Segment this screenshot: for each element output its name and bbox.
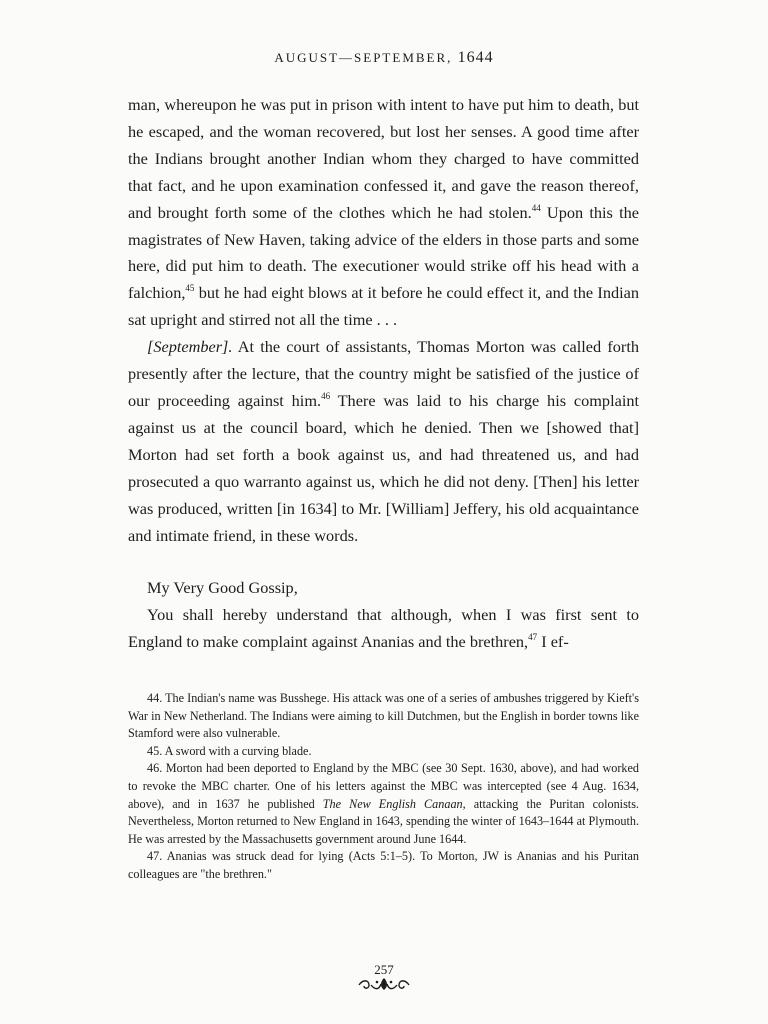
running-head xyxy=(0,49,768,67)
footnote-ref-46[interactable]: 46 xyxy=(321,390,331,401)
footnote-46 xyxy=(128,760,639,848)
letter-salutation: My Very Good Gossip, xyxy=(147,578,298,598)
text-run: but he had eight blows at it before he could effect it, and the Indian sat upright and stirred not all the time . . . xyxy=(128,283,639,330)
letter-body xyxy=(128,602,639,656)
text-run: There was laid to his charge his complaint against us at the council board, which he denied. Then we [showed that] Morton had set forth a book against us, and had threatened us, and had prosecuted a quo warranto against us, which he did not deny. [Then] his letter was produced, written [in 1634] to Mr. [William] Jeffery, his old acquaintance and intimate friend, in these words. xyxy=(128,390,640,545)
text-run: man, whereupon he was put in prison with intent to have put him to death, but he escaped, and the woman recovered, but lost her senses. A good time after the Indians brought another Indian whom they charged to have committed that fact, and he upon examination confessed it, and gave the reason thereof, and brought forth some of the clothes which he had stolen. xyxy=(128,95,639,222)
text-run: 46. Morton had been deported to England by the MBC (see 30 Sept. 1630, above), and had worked to revoke the MBC charter. One of his letters against the MBC was intercepted (see 4 Aug. 1634, above), and in 1637 he published xyxy=(128,761,639,811)
paragraph-spacer xyxy=(128,549,639,575)
footnote-ref-45[interactable]: 45 xyxy=(185,283,195,294)
running-head-months: AUGUST—SEPTEMBER, xyxy=(274,50,453,65)
text-run: attacking the Puritan colonists. Nevertheless, Morton returned to New England in 1643, spending the winter of 1643–1644 at Plymouth. He was arrested by the Massachusetts government around June 1644. xyxy=(128,796,639,846)
text-run: Upon this the magistrates of New Haven, taking advice of the elders in those parts and some here, did put him to death. The executioner would strike off his head with a falchion, xyxy=(128,202,639,303)
main-text xyxy=(128,92,639,656)
date-heading: [September]. xyxy=(147,337,233,357)
fleuron-ornament-icon xyxy=(357,976,411,992)
footnotes xyxy=(128,690,639,884)
paragraph-september xyxy=(128,334,639,549)
book-title: The New English Canaan, xyxy=(322,796,466,811)
running-head-year: 1644 xyxy=(457,49,494,66)
footnote-45: 45. A sword with a curving blade. xyxy=(147,743,312,758)
paragraph-continued xyxy=(128,92,639,334)
footnote-47: 47. Ananias was struck dead for lying (Acts 5:1–5). To Morton, JW is Ananias and his Puritan colleagues are "the brethren." xyxy=(128,849,639,881)
footnote-ref-47[interactable]: 47 xyxy=(528,632,538,643)
text-run: At the court of assistants, Thomas Morton was called forth presently after the lecture, that the country might be satisfied of the justice of our proceeding against him. xyxy=(128,337,639,410)
footnote-44: 44. The Indian's name was Busshege. His attack was one of a series of ambushes triggered by Kieft's War in New Netherland. The Indians were aiming to kill Dutchmen, but the English in border towns like Stamford were also vulnerable. xyxy=(128,691,639,741)
footnote-ref-44[interactable]: 44 xyxy=(531,202,541,213)
text-run: I ef- xyxy=(537,632,569,652)
page-number: 257 xyxy=(374,962,394,977)
text-run: You shall hereby understand that although, when I was first sent to England to make complaint against Ananias and the brethren, xyxy=(128,605,639,652)
